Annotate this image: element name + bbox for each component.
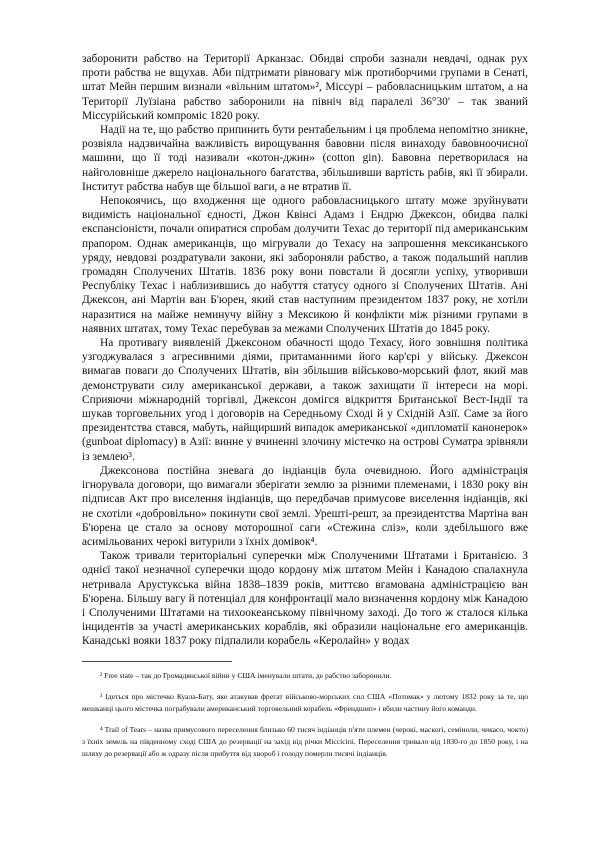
paragraph: На противагу виявленій Джексоном обачності щодо Техасу, його зовнішня політика узгоджувалася з агресивними діями, притаманними його кар'єрі у війську. Джексон вимагав поваги до Сполучених Штатів, він збільшив військово-морський флот, який мав демонструвати силу американської держави, а також захищати її інтереси на морі. Сприяючи міжнародній торгівлі, Джексон домігся відкриття Британської Вест-Індії та шукав торговельних угод і договорів на Середньому Сході й у Східній Азії. Саме за його президентства стався, мабуть, найщирший випадок американської «дипломатії канонерок» (gunboat diplomacy) в Азії: винне у вчиненні злочину містечко на острові Суматра зрівняли із землею³. xyxy=(82,337,528,463)
footnote: ³ Ідеться про містечко Куала-Бату, яке атакував фрегат військово-морських сил США «Потомак» у лютому 1832 року за те, що мешканці цього містечка пограбували американський торговельний корабель «Френдшип» і вбили частину його команди. xyxy=(82,692,528,713)
footnote: ⁴ Trail of Tears – назва примусового переселення близько 60 тисяч індіанців п'яти племен (черокі, маскогі, семіноли, чикасо, чокто) з їхніх земель на південному сході США до резервації на захід від річки Міссісіпі. Переселення тривало від 1830-го до 1850 року, і на шляху до резервації або ж одразу після прибуття від хвороб і голоду померли тисячі індіанців. xyxy=(82,725,528,758)
paragraph: заборонити рабство на Території Арканзас. Обидві спроби зазнали невдачі, однак рух проти рабства не вщухав. Аби підтримати рівновагу між протиборчими групами в Сенаті, штат Мейн першим визнали «вільним штатом»², Міссурі – рабовласницьким штатом, а на Території Луїзіана рабство заборонили на північ від паралелі 36°30′ – так званий Міссурійський компроміс 1820 року. xyxy=(82,53,528,122)
paragraph: Також тривали територіальні суперечки між Сполученими Штатами і Британією. З однієї такої незначної суперечки щодо кордону між штатом Мейн і Канадою спалахнула нетривала Арустукська війна 1838–1839 років, миттєво вгамована адміністрацією ван Б'юрена. Більшу вагу й потенціал для конфронтації мало визначення кордону між Канадою і Сполученими Штатами на тихоокеанському північному заході. До того ж сталося кілька інцидентів за участі американських кораблів, які образили національне его американців. Канадські вояки 1837 року підпалили корабель «Керолайн» у водах xyxy=(82,550,528,648)
paragraph: Непокоячись, що входження ще одного рабовласницького штату може зруйнувати видимість національної єдності, Джон Квінсі Адамз і Ендрю Джексон, обидва палкі експансіоністи, почали опиратися спробам долучити Техас до території під американським прапором. Однак американців, що мігрували до Техасу на запрошення мексиканського уряду, невдовзі роздратували закони, які забороняли рабство, а також подальший наплив громадян Сполучених Штатів. 1836 року вони повстали й досягли успіху, утворивши Республіку Техас і наблизившись до набуття статусу одного зі Сполучених Штатів. Ані Джексон, ані Мартін ван Б'юрен, який став наступним президентом 1837 року, не хотіли наразитися на майже неминучу війну з Мексикою й конфлікти між різними групами в наявних штатах, тому Техас перебував за межами Сполучених Штатів до 1845 року. xyxy=(82,195,528,335)
footnote: ² Free state – так до Громадянської війни у США іменували штати, де рабство заборонили. xyxy=(100,670,392,680)
footnotes xyxy=(82,661,528,760)
paragraph: Джексонова постійна зневага до індіанців була очевидною. Його адміністрація ігнорувала договори, що вимагали зберігати землю за різними племенами, і 1830 року він підписав Акт про виселення індіанців, що передбачав примусове виселення індіанців, які не схотіли «добровільно» покинути свої землі. Урешті-решт, за президентства Мартіна ван Б'юрена це стало за основу моторошної саги «Стежина сліз», коли здебільшого вже асимільованих черокі витурили з їхніх домівок⁴. xyxy=(82,464,528,548)
document-page xyxy=(82,52,528,769)
footnote-divider xyxy=(82,661,232,662)
paragraph: Надії на те, що рабство припинить бути рентабельним і ця проблема непомітно зникне, розвіяла надзвичайна важливість вирощування бавовни після винаходу бавовноочисної машини, що її тоді називали «котон-джин» (cotton gin). Бавовна перетворилася на найголовніше джерело національного багатства, збільшивши вартість рабів, які її збирали. Інститут рабства набув ще більшої ваги, а не втратив її. xyxy=(82,124,528,193)
